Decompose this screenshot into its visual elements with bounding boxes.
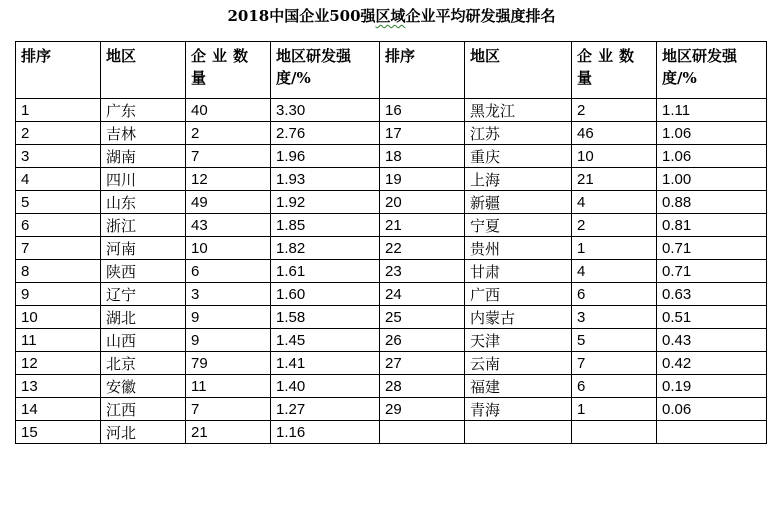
right-count-cell: 2	[572, 214, 657, 237]
title-prefix: 2018中国企业500强	[227, 7, 376, 25]
table-row	[16, 421, 767, 444]
left-intensity-cell: 1.58	[271, 306, 380, 329]
right-count-cell: 2	[572, 99, 657, 122]
left-region-cell: 广东	[101, 99, 186, 122]
right-rank-cell: 27	[380, 352, 465, 375]
left-count-cell: 40	[186, 99, 271, 122]
right-rank-cell: 19	[380, 168, 465, 191]
left-rank-cell: 13	[16, 375, 101, 398]
left-rank-cell: 4	[16, 168, 101, 191]
left-count-cell: 43	[186, 214, 271, 237]
right-intensity-cell: 0.43	[657, 329, 767, 352]
ranking-table	[15, 41, 767, 444]
right-region-cell: 新疆	[465, 191, 572, 214]
left-rank-cell: 1	[16, 99, 101, 122]
right-rank-cell	[380, 421, 465, 444]
right-intensity-cell: 0.71	[657, 237, 767, 260]
right-region-cell: 贵州	[465, 237, 572, 260]
left-region-cell: 北京	[101, 352, 186, 375]
left-count-cell: 11	[186, 375, 271, 398]
right-region-cell: 云南	[465, 352, 572, 375]
right-count-cell: 1	[572, 237, 657, 260]
right-rank-cell: 20	[380, 191, 465, 214]
left-region-cell: 吉林	[101, 122, 186, 145]
left-count-cell: 10	[186, 237, 271, 260]
table-row	[16, 214, 767, 237]
left-count-cell: 12	[186, 168, 271, 191]
right-region-cell: 广西	[465, 283, 572, 306]
left-count-cell: 3	[186, 283, 271, 306]
right-intensity-cell: 0.81	[657, 214, 767, 237]
left-rank-cell: 8	[16, 260, 101, 283]
right-region-cell: 内蒙古	[465, 306, 572, 329]
right-rank-cell: 24	[380, 283, 465, 306]
left-region-cell: 河北	[101, 421, 186, 444]
right-region-cell: 重庆	[465, 145, 572, 168]
right-count-cell	[572, 421, 657, 444]
left-rank-cell: 15	[16, 421, 101, 444]
left-count-cell: 6	[186, 260, 271, 283]
table-row	[16, 99, 767, 122]
header-count: 企业数量	[186, 42, 271, 99]
right-intensity-cell: 0.71	[657, 260, 767, 283]
left-count-cell: 7	[186, 398, 271, 421]
header-intensity: 地区研发强度/%	[271, 42, 380, 99]
right-rank-cell: 23	[380, 260, 465, 283]
table-row	[16, 191, 767, 214]
header-region: 地区	[101, 42, 186, 99]
left-rank-cell: 5	[16, 191, 101, 214]
left-rank-cell: 7	[16, 237, 101, 260]
left-count-cell: 9	[186, 329, 271, 352]
left-count-cell: 2	[186, 122, 271, 145]
right-intensity-cell: 0.19	[657, 375, 767, 398]
table-row	[16, 122, 767, 145]
right-count-cell: 4	[572, 260, 657, 283]
left-intensity-cell: 1.85	[271, 214, 380, 237]
right-region-cell: 上海	[465, 168, 572, 191]
left-intensity-cell: 1.60	[271, 283, 380, 306]
table-row	[16, 237, 767, 260]
left-region-cell: 山东	[101, 191, 186, 214]
left-intensity-cell: 1.82	[271, 237, 380, 260]
table-row	[16, 283, 767, 306]
left-count-cell: 7	[186, 145, 271, 168]
right-rank-cell: 16	[380, 99, 465, 122]
right-region-cell: 黑龙江	[465, 99, 572, 122]
left-rank-cell: 3	[16, 145, 101, 168]
left-intensity-cell: 1.40	[271, 375, 380, 398]
header-rank: 排序	[16, 42, 101, 99]
table-row	[16, 260, 767, 283]
table-row	[16, 145, 767, 168]
header-rank: 排序	[380, 42, 465, 99]
left-intensity-cell: 1.96	[271, 145, 380, 168]
left-rank-cell: 2	[16, 122, 101, 145]
left-region-cell: 浙江	[101, 214, 186, 237]
left-intensity-cell: 1.27	[271, 398, 380, 421]
right-count-cell: 7	[572, 352, 657, 375]
title-suffix: 企业平均研发强度排名	[405, 7, 556, 25]
right-count-cell: 10	[572, 145, 657, 168]
right-count-cell: 5	[572, 329, 657, 352]
left-region-cell: 四川	[101, 168, 186, 191]
right-count-cell: 46	[572, 122, 657, 145]
right-rank-cell: 17	[380, 122, 465, 145]
left-region-cell: 陕西	[101, 260, 186, 283]
header-row	[16, 42, 767, 99]
right-region-cell: 天津	[465, 329, 572, 352]
left-intensity-cell: 1.45	[271, 329, 380, 352]
right-intensity-cell: 0.42	[657, 352, 767, 375]
right-region-cell: 宁夏	[465, 214, 572, 237]
left-intensity-cell: 3.30	[271, 99, 380, 122]
right-region-cell	[465, 421, 572, 444]
left-intensity-cell: 1.16	[271, 421, 380, 444]
table-row	[16, 329, 767, 352]
right-rank-cell: 21	[380, 214, 465, 237]
left-region-cell: 安徽	[101, 375, 186, 398]
left-count-cell: 49	[186, 191, 271, 214]
right-intensity-cell: 0.88	[657, 191, 767, 214]
right-count-cell: 3	[572, 306, 657, 329]
left-region-cell: 山西	[101, 329, 186, 352]
right-count-cell: 21	[572, 168, 657, 191]
right-intensity-cell: 1.06	[657, 122, 767, 145]
right-rank-cell: 28	[380, 375, 465, 398]
left-intensity-cell: 1.93	[271, 168, 380, 191]
left-rank-cell: 12	[16, 352, 101, 375]
right-count-cell: 6	[572, 375, 657, 398]
left-intensity-cell: 1.92	[271, 191, 380, 214]
right-intensity-cell: 1.11	[657, 99, 767, 122]
right-count-cell: 4	[572, 191, 657, 214]
right-rank-cell: 22	[380, 237, 465, 260]
right-rank-cell: 18	[380, 145, 465, 168]
right-count-cell: 1	[572, 398, 657, 421]
right-intensity-cell: 0.51	[657, 306, 767, 329]
right-region-cell: 江苏	[465, 122, 572, 145]
right-count-cell: 6	[572, 283, 657, 306]
right-intensity-cell: 1.06	[657, 145, 767, 168]
left-region-cell: 湖南	[101, 145, 186, 168]
left-rank-cell: 6	[16, 214, 101, 237]
left-count-cell: 21	[186, 421, 271, 444]
table-body	[16, 99, 767, 444]
right-intensity-cell: 1.00	[657, 168, 767, 191]
header-count: 企业数量	[572, 42, 657, 99]
left-region-cell: 河南	[101, 237, 186, 260]
right-rank-cell: 29	[380, 398, 465, 421]
title-underlined-word: 区域	[375, 7, 406, 25]
table-row	[16, 168, 767, 191]
right-region-cell: 甘肃	[465, 260, 572, 283]
header-intensity: 地区研发强度/%	[657, 42, 767, 99]
table-row	[16, 352, 767, 375]
right-rank-cell: 26	[380, 329, 465, 352]
header-region: 地区	[465, 42, 572, 99]
right-intensity-cell: 0.63	[657, 283, 767, 306]
right-intensity-cell	[657, 421, 767, 444]
right-rank-cell: 25	[380, 306, 465, 329]
right-region-cell: 福建	[465, 375, 572, 398]
left-intensity-cell: 2.76	[271, 122, 380, 145]
left-region-cell: 辽宁	[101, 283, 186, 306]
left-count-cell: 79	[186, 352, 271, 375]
right-intensity-cell: 0.06	[657, 398, 767, 421]
left-rank-cell: 9	[16, 283, 101, 306]
left-region-cell: 湖北	[101, 306, 186, 329]
left-count-cell: 9	[186, 306, 271, 329]
left-intensity-cell: 1.41	[271, 352, 380, 375]
left-intensity-cell: 1.61	[271, 260, 380, 283]
page-title	[0, 6, 783, 26]
table-row	[16, 306, 767, 329]
table-row	[16, 398, 767, 421]
left-rank-cell: 11	[16, 329, 101, 352]
table-row	[16, 375, 767, 398]
left-rank-cell: 10	[16, 306, 101, 329]
right-region-cell: 青海	[465, 398, 572, 421]
left-rank-cell: 14	[16, 398, 101, 421]
left-region-cell: 江西	[101, 398, 186, 421]
